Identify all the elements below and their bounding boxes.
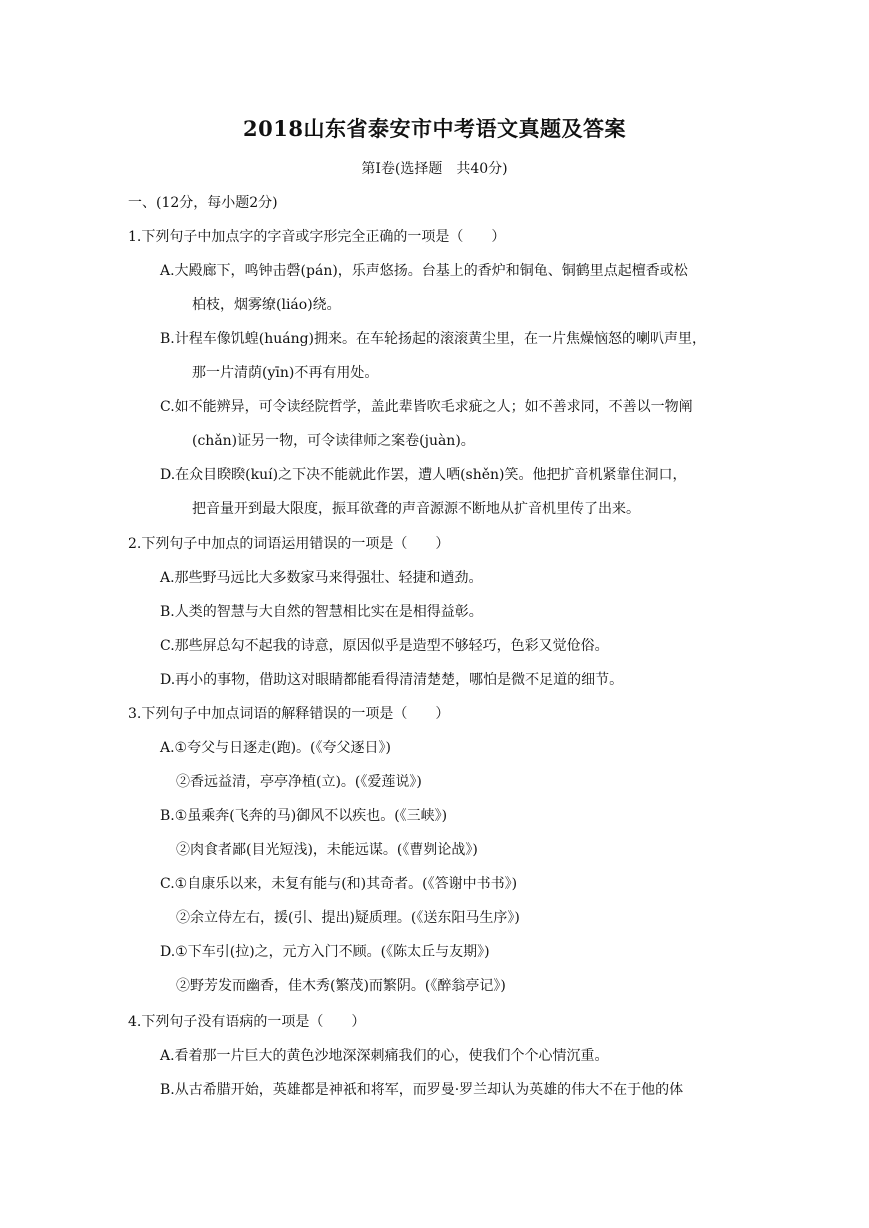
question-1-option-c-cont: (chǎn)证另一物，可令读律师之案卷(juàn)。 <box>192 433 475 449</box>
question-2-option-a: A.那些野马远比大多数家马来得强壮、轻捷和遒劲。 <box>160 570 483 586</box>
question-1-option-a-cont: 柏枝，烟雾缭(liáo)绕。 <box>192 297 341 313</box>
question-1-option-c: C.如不能辨异，可令读经院哲学，盖此辈皆吹毛求疵之人；如不善求同，不善以一物阐 <box>160 399 693 415</box>
question-3-option-c-2: ②余立侍左右，援(引、提出)疑质理。(《送东阳马生序》) <box>176 910 520 926</box>
section-heading: 一、(12分，每小题2分) <box>128 195 278 211</box>
question-4-option-b: B.从古希腊开始，英雄都是神祇和将军，而罗曼·罗兰却认为英雄的伟大不在于他的体 <box>160 1082 684 1098</box>
question-2-option-b: B.人类的智慧与大自然的智慧相比实在是相得益彰。 <box>160 604 483 620</box>
question-1-option-b-cont: 那一片清荫(yīn)不再有用处。 <box>192 365 379 381</box>
question-3-option-b-1: B.①虽乘奔(飞奔的马)御风不以疾也。(《三峡》) <box>160 808 448 824</box>
section-subtitle: 第Ⅰ卷(选择题 共40分) <box>361 161 508 177</box>
question-1-option-d-cont: 把音量开到最大限度，振耳欲聋的声音源源不断地从扩音机里传了出来。 <box>192 501 640 517</box>
question-3-stem: 3.下列句子中加点词语的解释错误的一项是（ ） <box>128 706 450 722</box>
page-title: 2018山东省泰安市中考语文真题及答案 <box>243 116 626 141</box>
question-3-option-d-2: ②野芳发而幽香，佳木秀(繁茂)而繁阴。(《醉翁亭记》) <box>176 978 506 994</box>
question-3-option-b-2: ②肉食者鄙(目光短浅)，未能远谋。(《曹刿论战》) <box>176 842 478 858</box>
question-3-option-a-1: A.①夸父与日逐走(跑)。(《夸父逐日》) <box>160 740 391 756</box>
question-2-stem: 2.下列句子中加点的词语运用错误的一项是（ ） <box>128 536 450 552</box>
question-1-option-a: A.大殿廊下，鸣钟击磬(pán)，乐声悠扬。台基上的香炉和铜龟、铜鹤里点起檀香或松 <box>160 263 688 279</box>
question-3-option-a-2: ②香远益清，亭亭净植(立)。(《爱莲说》) <box>176 774 422 790</box>
question-3-option-c-1: C.①自康乐以来，未复有能与(和)其奇者。(《答谢中书书》) <box>160 876 518 892</box>
question-1-option-d: D.在众目睽睽(kuí)之下决不能就此作罢，遭人哂(shěn)笑。他把扩音机紧靠住洞口， <box>160 467 687 483</box>
question-3-option-d-1: D.①下车引(拉)之，元方入门不顾。(《陈太丘与友期》) <box>160 944 490 960</box>
question-2-option-d: D.再小的事物，借助这对眼睛都能看得清清楚楚，哪怕是微不足道的细节。 <box>160 672 624 688</box>
question-1-option-b: B.计程车像饥蝗(huáng)拥来。在车轮扬起的滚滚黄尘里，在一片焦燥恼怒的喇叭声里， <box>160 331 707 347</box>
question-1-stem: 1.下列句子中加点字的字音或字形完全正确的一项是（ ） <box>128 229 506 245</box>
question-2-option-c: C.那些屏总勾不起我的诗意，原因似乎是造型不够轻巧，色彩又觉伧俗。 <box>160 638 609 654</box>
question-4-stem: 4.下列句子没有语病的一项是（ ） <box>128 1014 366 1030</box>
question-4-option-a: A.看着那一片巨大的黄色沙地深深刺痛我们的心，使我们个个心情沉重。 <box>160 1048 609 1064</box>
